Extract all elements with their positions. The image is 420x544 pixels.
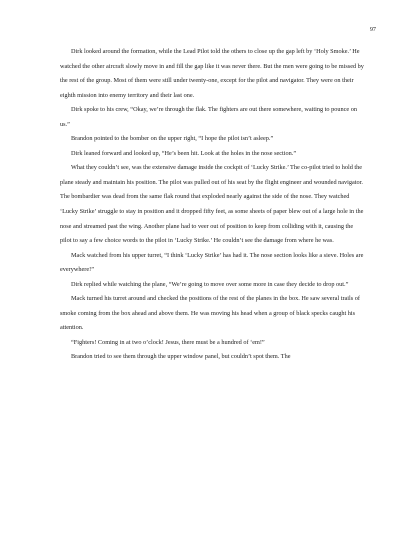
paragraph: Mack turned his turret around and checked the positions of the rest of the planes in the box. He saw several trails of smoke coming from the box ahead and above them. He was moving his head when a group of black specks caught his attention.: [60, 295, 360, 332]
paragraph: What they couldn’t see, was the extensive damage inside the cockpit of ‘Lucky Strike.’ The co-pilot tried to hold the plane steady and maintain his position. The pilot was pulled out of his seat by the flight engineer and wounded navigator. The bombardier was dead from the same flak round that exploded nearly against the side of the nose. They watched ‘Lucky Strike’ struggle to stay in position and it dropped fifty feet, as some sheets of paper blew out of a large hole in the nose and streamed past the wing. Another plane had to veer out of position to keep from colliding with it, causing the pilot to say a few choice words to the pilot in ‘Lucky Strike.’ He couldn’t see the damage from where he was.: [60, 164, 364, 245]
paragraph: Mack watched from his upper turret, “I think ‘Lucky Strike’ has had it. The nose section looks like a sieve. Holes are everywhere!”: [60, 251, 364, 274]
paragraph: Dirk looked around the formation, while the Lead Pilot told the others to close up the gap left by ‘Holy Smoke.’ He watched the other aircraft slowly move in and fill the gap like it was never there. But the men were going to be missed by the rest of the group. Most of them were still under twenty-one, except for the pilot and navigator. They were on their eighth mission into enemy territory and their last one.: [60, 48, 364, 99]
paragraph: Brandon pointed to the bomber on the upper right, “I hope the pilot isn’t asleep.”: [71, 135, 274, 143]
paragraph: Dirk spoke to his crew, “Okay, we’re through the flak. The fighters are out there somewhere, waiting to pounce on us.”: [60, 106, 357, 128]
paragraph: Dirk replied while watching the plane, “We’re going to move over some more in case they decide to drop out.”: [71, 280, 349, 288]
paragraph: “Fighters! Coming in at two o’clock! Jesus, there must be a hundred of ‘em!”: [71, 338, 265, 346]
page-number: 97: [369, 26, 376, 33]
paragraph: Brandon tried to see them through the upper window panel, but couldn’t spot them. The: [71, 353, 291, 361]
paragraph: Dirk leaned forward and looked up, “He’s been hit. Look at the holes in the nose section.”: [71, 149, 297, 157]
body-text: [60, 45, 365, 365]
